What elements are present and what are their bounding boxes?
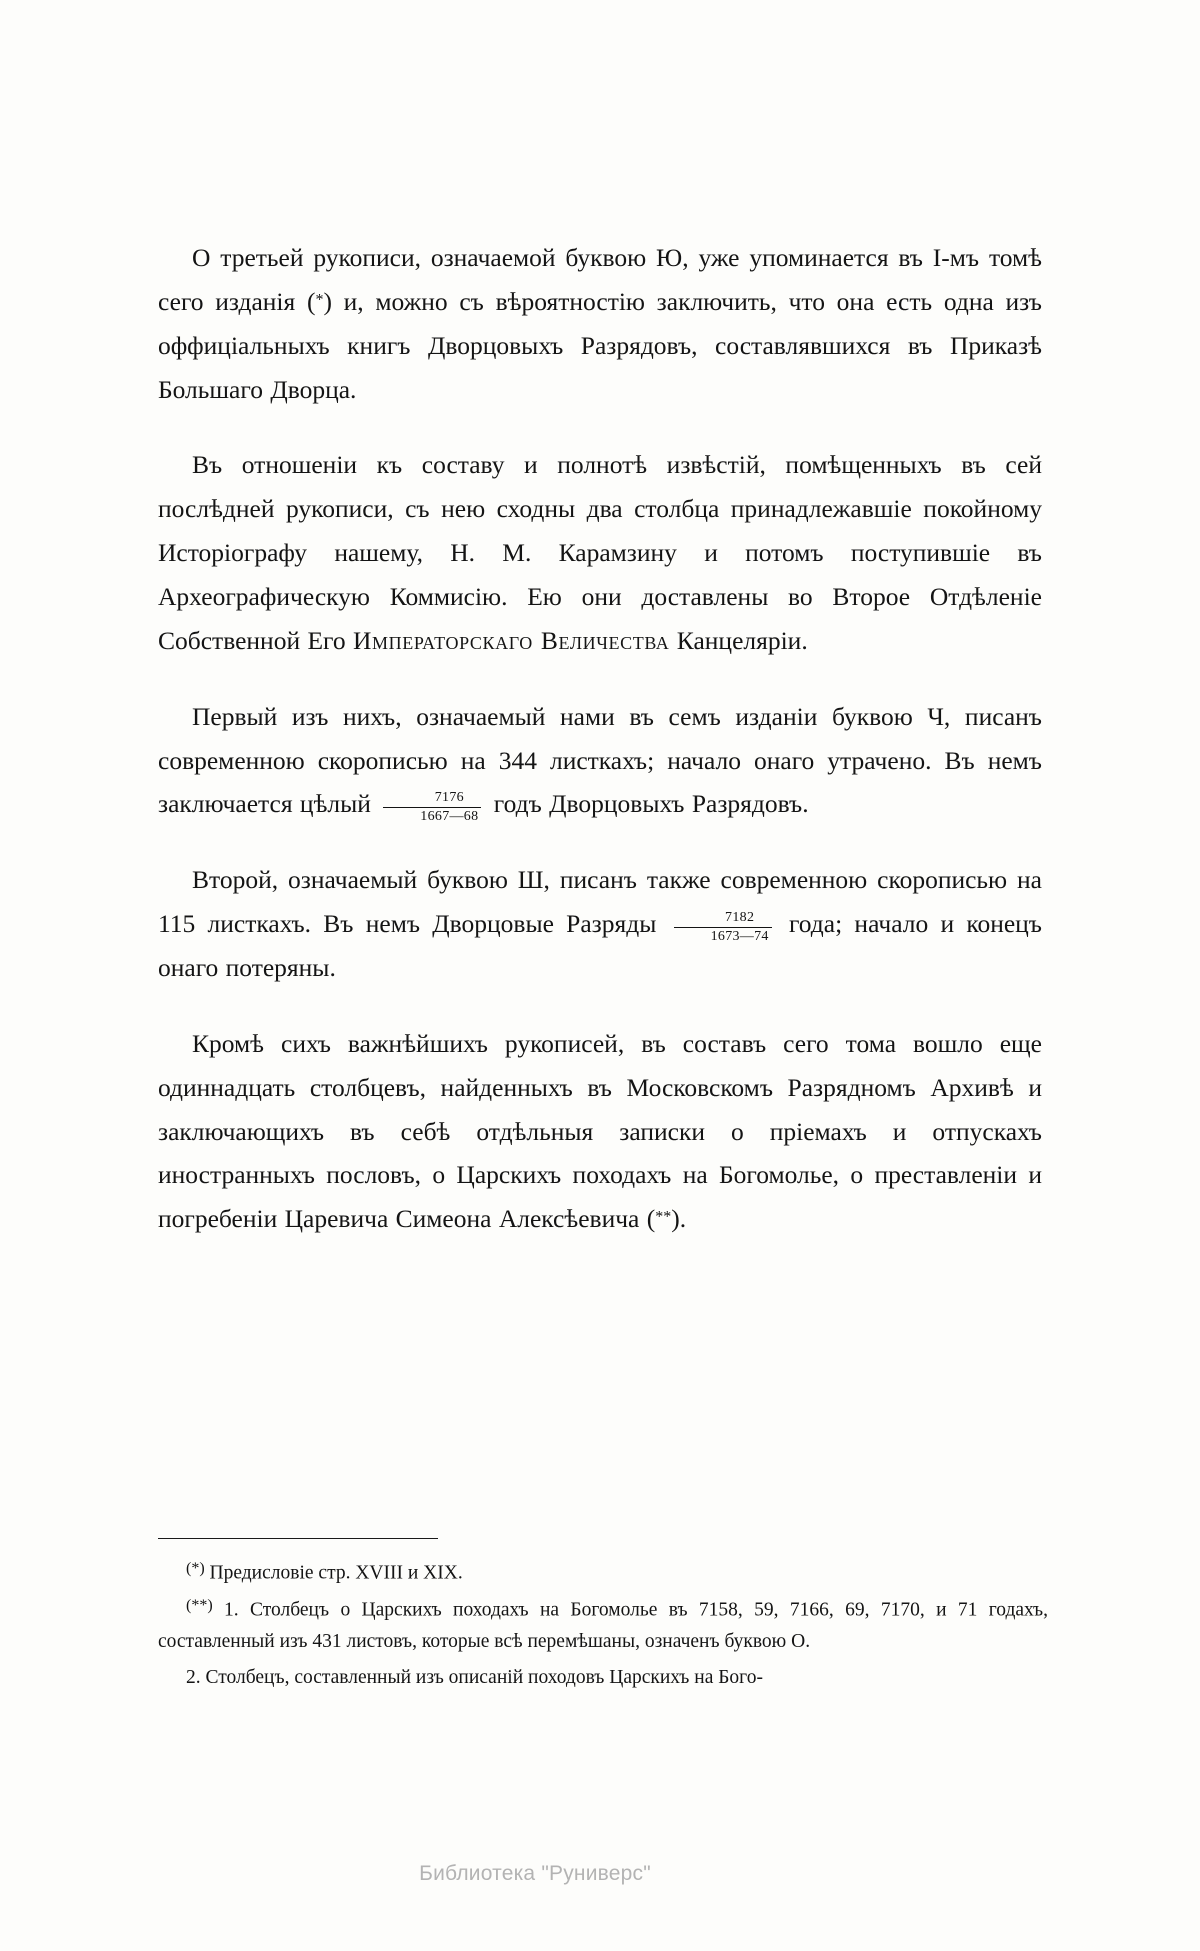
paragraph-5 [158, 1022, 1042, 1241]
fraction-denominator: 1673—74 [710, 928, 769, 944]
fraction-numerator: 7182 [674, 910, 772, 928]
paragraph-4-text-a: Второй, означаемый буквою Ш, писанъ также современною скорописью на 115 листкахъ. Въ немъ Дворцовые Разряды [158, 865, 1042, 939]
paragraph-3-text-b: годъ Дворцовыхъ Разрядовъ. [486, 789, 809, 819]
paragraph-1 [158, 236, 1042, 411]
fraction-numerator: 7176 [383, 790, 481, 808]
footnote-2 [158, 1593, 1048, 1658]
footnote-separator-rule [158, 1538, 438, 1539]
footnote-1 [158, 1556, 1048, 1589]
paragraph-2-text-b: Канцеляріи. [669, 625, 808, 655]
year-fraction-7176 [383, 790, 481, 824]
fraction-denominator: 1667—68 [420, 809, 479, 825]
year-fraction-7182 [674, 910, 772, 944]
page-body-text [158, 236, 1042, 1241]
paragraph-2-smallcaps: Императорскаго Величества [353, 625, 670, 655]
paragraph-3 [158, 695, 1042, 827]
footnote-marker-2[interactable]: ** [655, 1208, 672, 1226]
footnote-3 [158, 1662, 1048, 1694]
footnote-marker-1[interactable]: * [315, 291, 324, 309]
footnote-1-mark: (*) [186, 1560, 205, 1577]
watermark-text: Библиотека "Руниверс" [419, 1862, 651, 1885]
library-watermark [0, 1862, 1200, 1886]
footnote-1-text: Предисловіе стр. XVIII и XIX. [204, 1562, 463, 1584]
paragraph-5-text-a: Кромѣ сихъ важнѣйшихъ рукописей, въ составъ сего тома вошло еще одиннадцать столбцевъ, найденныхъ въ Московскомъ Разрядномъ Архивѣ и заключающихъ въ себѣ отдѣльныя записки о пріемахъ и отпускахъ иностранныхъ пословъ, о Царскихъ походахъ на Богомолье, о преставленіи и погребеніи Царевича Симеона Алексѣевича ( [158, 1028, 1042, 1234]
paragraph-1-text-b: ) и, можно съ вѣроятностію заключить, что она есть одна изъ оффиціальныхъ книгъ Дворцовыхъ Разрядовъ, составлявшихся въ Приказѣ Большаго Дворца. [158, 286, 1042, 404]
footnote-2-text: 1. Столбецъ о Царскихъ походахъ на Богомолье въ 7158, 59, 7166, 69, 7170, и 71 годахъ, составленный изъ 431 листовъ, которые всѣ перемѣшаны, означенъ буквою О. [158, 1599, 1048, 1653]
footnote-block [158, 1556, 1048, 1698]
paragraph-4-text-b: года; начало и конецъ онаго потеряны. [158, 909, 1042, 983]
paragraph-2-text-a: Въ отношеніи къ составу и полнотѣ извѣстій, помѣщенныхъ въ сей послѣдней рукописи, съ нею сходны два столбца принадлежавшіе покойному Исторіографу нашему, Н. М. Карамзину и потомъ поступившіе въ Археографическую Коммисію. Ею они доставлены во Второе Отдѣленіе Собственной Его [158, 450, 1042, 655]
footnote-2-mark: (**) [186, 1597, 213, 1615]
paragraph-5-text-b: ). [671, 1204, 687, 1234]
paragraph-3-text-a: Первый изъ нихъ, означаемый нами въ семъ изданіи буквою Ч, писанъ современною скорописью на 344 листкахъ; начало онаго утрачено. Въ немъ заключается цѣлый [158, 701, 1042, 819]
paragraph-2 [158, 443, 1042, 662]
footnote-3-text: 2. Столбецъ, составленный изъ описаній походовъ Царскихъ на Бого- [186, 1666, 763, 1688]
paragraph-4 [158, 858, 1042, 990]
paragraph-1-text-a: О третьей рукописи, означаемой буквою Ю, уже упоминается въ I-мъ томѣ сего изданія ( [158, 243, 1042, 316]
